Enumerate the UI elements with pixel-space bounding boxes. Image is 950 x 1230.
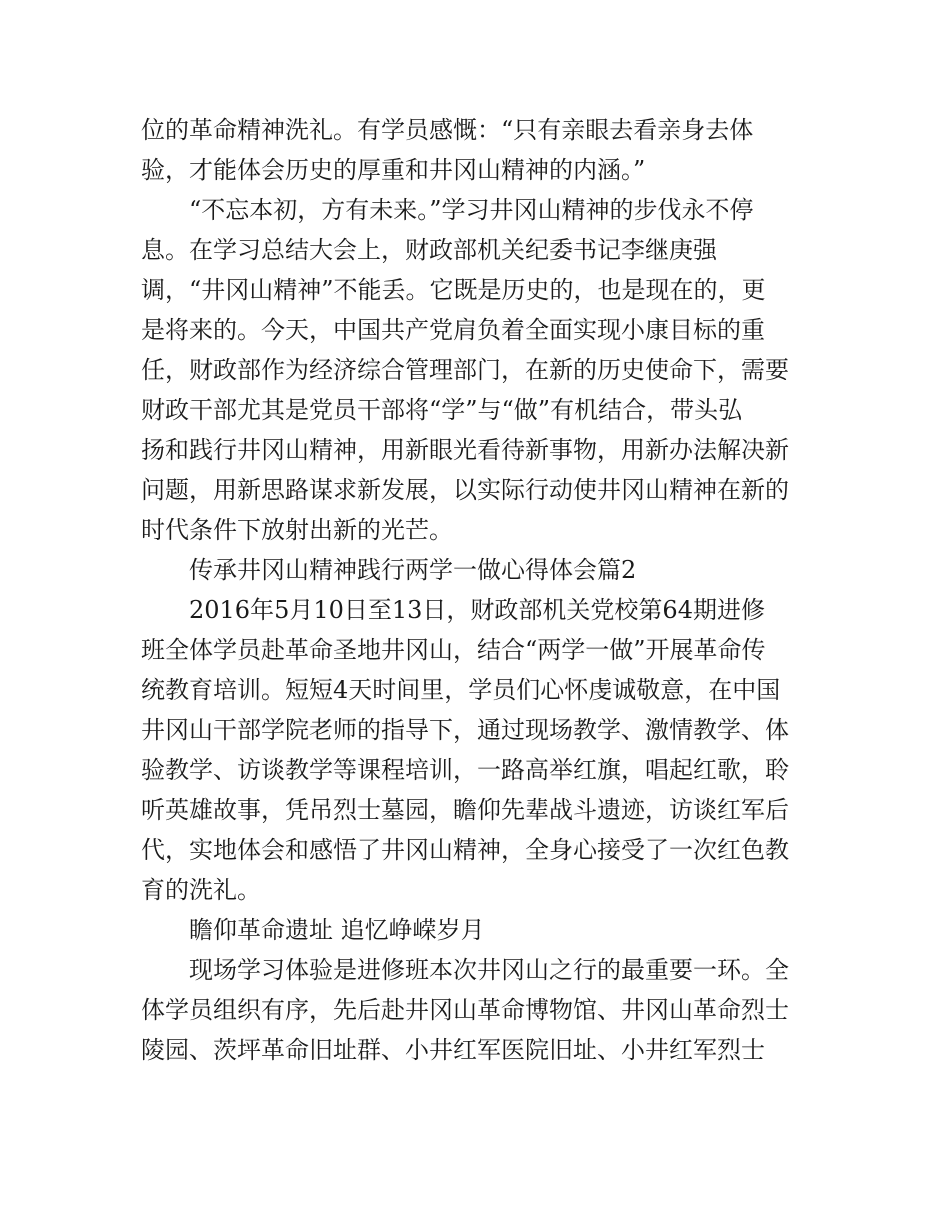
text-line: 统教育培训。短短4天时间里，学员们心怀虔诚敬意，在中国 bbox=[141, 676, 781, 704]
text-line: 财政干部尤其是党员干部将“学”与“做”有机结合，带头弘 bbox=[141, 396, 743, 424]
text-line: 是将来的。今天，中国共产党肩负着全面实现小康目标的重 bbox=[141, 316, 765, 344]
paragraph-start-line: 现场学习体验是进修班本次井冈山之行的最重要一环。全 bbox=[189, 956, 789, 984]
text-line: 位的革命精神洗礼。有学员感慨：“只有亲眼去看亲身去体 bbox=[141, 116, 754, 144]
paragraph-start-line: 2016年5月10日至13日，财政部机关党校第64期进修 bbox=[189, 596, 765, 624]
text-line: 体学员组织有序，先后赴井冈山革命博物馆、井冈山革命烈士 bbox=[141, 996, 789, 1024]
text-line: 井冈山干部学院老师的指导下，通过现场教学、激情教学、体 bbox=[141, 716, 789, 744]
section-heading: 传承井冈山精神践行两学一做心得体会篇2 bbox=[189, 556, 637, 584]
text-line: 代，实地体会和感悟了井冈山精神，全身心接受了一次红色教 bbox=[141, 836, 789, 864]
text-line: 陵园、茨坪革命旧址群、小井红军医院旧址、小井红军烈士 bbox=[141, 1036, 765, 1064]
text-line: 调，“井冈山精神”不能丢。它既是历史的，也是现在的，更 bbox=[141, 276, 766, 304]
text-line: 扬和践行井冈山精神，用新眼光看待新事物，用新办法解决新 bbox=[141, 436, 789, 464]
paragraph-start-line: “不忘本初，方有未来。”学习井冈山精神的步伐永不停 bbox=[189, 196, 754, 224]
text-line: 听英雄故事，凭吊烈士墓园，瞻仰先辈战斗遗迹，访谈红军后 bbox=[141, 796, 789, 824]
text-line: 任，财政部作为经济综合管理部门，在新的历史使命下，需要 bbox=[141, 356, 789, 384]
text-line: 班全体学员赴革命圣地井冈山，结合“两学一做”开展革命传 bbox=[141, 636, 766, 664]
text-line: 问题，用新思路谋求新发展，以实际行动使井冈山精神在新的 bbox=[141, 476, 789, 504]
subheading: 瞻仰革命遗址 追忆峥嵘岁月 bbox=[189, 916, 485, 944]
text-line: 息。在学习总结大会上，财政部机关纪委书记李继庚强 bbox=[141, 236, 717, 264]
text-line: 育的洗礼。 bbox=[141, 876, 261, 904]
text-line: 验教学、访谈教学等课程培训，一路高举红旗，唱起红歌，聆 bbox=[141, 756, 789, 784]
text-line: 验，才能体会历史的厚重和井冈山精神的内涵。” bbox=[141, 156, 646, 184]
text-line: 时代条件下放射出新的光芒。 bbox=[141, 516, 453, 544]
